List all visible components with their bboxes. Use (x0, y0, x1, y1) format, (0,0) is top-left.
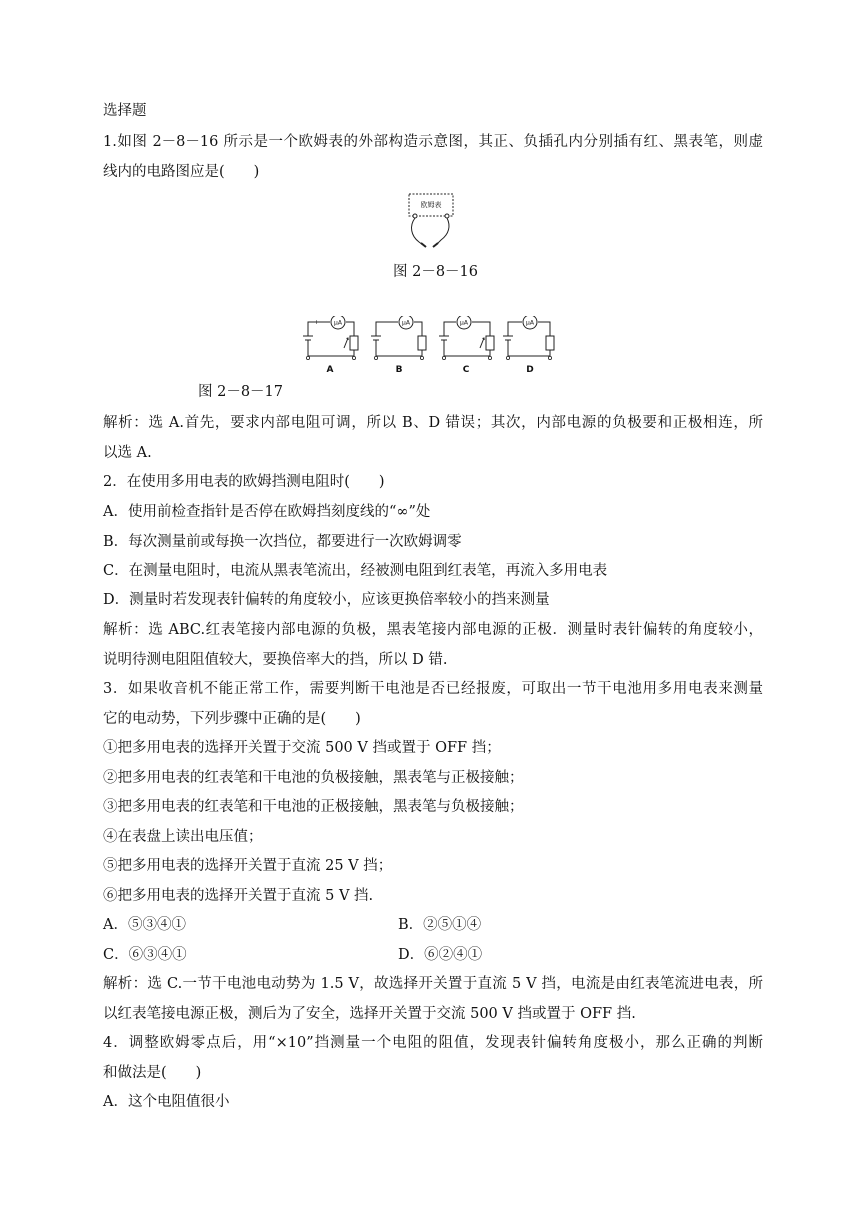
q2-option-d: D．测量时若发现表针偏转的角度较小，应该更换倍率较小的挡来测量 (103, 592, 550, 608)
q3-analysis-line1: 解析：选 C.一节干电池电动势为 1.5 V，故选择开关置于直流 5 V 挡，电流是由红表笔流进电表，所 (103, 976, 763, 992)
q4-option-a: A．这个电阻值很小 (103, 1094, 230, 1110)
q2-option-a: A．使用前检查指针是否停在欧姆挡刻度线的“∞”处 (103, 504, 431, 520)
circuit-b (371, 316, 426, 375)
q3-step-4: ④在表盘上读出电压值； (103, 829, 263, 845)
q3-option-d: D．⑥②④① (398, 947, 483, 963)
q1-analysis-line2: 以选 A. (103, 445, 152, 461)
microammeter-label-b: μA (402, 319, 410, 327)
q3-option-b: B．②⑤①④ (398, 917, 482, 933)
q1-stem-line2: 线内的电路图应是( ) (103, 164, 260, 180)
q3-step-1: ①把多用电表的选择开关置于交流 500 V 挡或置于 OFF 挡； (103, 740, 501, 756)
circuit-a (303, 316, 358, 375)
microammeter-label-d: μA (526, 319, 534, 327)
q3-stem-line2: 它的电动势，下列步骤中正确的是( ) (103, 711, 361, 727)
q3-stem-line1: 3．如果收音机不能正常工作，需要判断干电池是否已经报废，可取出一节干电池用多用电表来测量 (103, 681, 763, 697)
figure-2-8-17-caption: 图 2－8－17 (198, 384, 284, 400)
q1-stem-line1: 1.如图 2－8－16 所示是一个欧姆表的外部构造示意图，其正、负插孔内分别插有红、黑表笔，则虚 (103, 134, 763, 150)
circuit-label-d: D (526, 365, 534, 375)
q3-option-a: A．⑤③④① (103, 917, 186, 933)
microammeter-label-a: μA (334, 319, 342, 327)
circuit-c (439, 316, 494, 375)
q4-stem-line2: 和做法是( ) (103, 1065, 202, 1081)
q4-stem-line1: 4．调整欧姆零点后，用“×10”挡测量一个电阻的阻值，发现表针偏转角度极小，那么正确的判断 (103, 1035, 763, 1051)
circuit-options-figure (296, 316, 566, 376)
q3-step-3: ③把多用电表的红表笔和干电池的正极接触，黑表笔与负极接触； (103, 799, 524, 815)
circuit-label-a: A (326, 365, 334, 375)
figure-2-8-16-caption: 图 2－8－16 (393, 264, 479, 280)
q3-option-c: C．⑥③④① (103, 947, 187, 963)
ohmmeter-label: 欧姆表 (420, 201, 442, 209)
svg-text:+: + (314, 319, 320, 326)
q2-stem: 2．在使用多用电表的欧姆挡测电阻时( ) (103, 474, 385, 490)
q2-analysis-line2: 说明待测电阻阻值较大，要换倍率大的挡，所以 D 错. (103, 652, 448, 668)
circuit-label-c: C (462, 365, 470, 375)
circuit-label-b: B (395, 365, 403, 375)
q3-analysis-line2: 以红表笔接电源正极，测后为了安全，选择开关置于交流 500 V 挡或置于 OFF 挡. (103, 1006, 636, 1022)
q3-step-5: ⑤把多用电表的选择开关置于直流 25 V 挡； (103, 858, 393, 874)
q1-analysis-line1: 解析：选 A.首先，要求内部电阻可调，所以 B、D 错误；其次，内部电源的负极要和正极相连，所 (103, 415, 763, 431)
ohmmeter-figure (405, 192, 457, 248)
q2-option-c: C．在测量电阻时，电流从黑表笔流出，经被测电阻到红表笔，再流入多用电表 (103, 563, 608, 579)
circuit-d (503, 316, 554, 375)
microammeter-label-c: μA (460, 319, 468, 327)
q2-analysis-line1: 解析：选 ABC.红表笔接内部电源的负极，黑表笔接内部电源的正极．测量时表针偏转的角度较小， (103, 622, 763, 638)
q2-option-b: B．每次测量前或每换一次挡位，都要进行一次欧姆调零 (103, 534, 462, 550)
section-title: 选择题 (103, 103, 147, 119)
q3-step-2: ②把多用电表的红表笔和干电池的负极接触，黑表笔与正极接触； (103, 770, 524, 786)
q3-step-6: ⑥把多用电表的选择开关置于直流 5 V 挡. (103, 888, 374, 904)
